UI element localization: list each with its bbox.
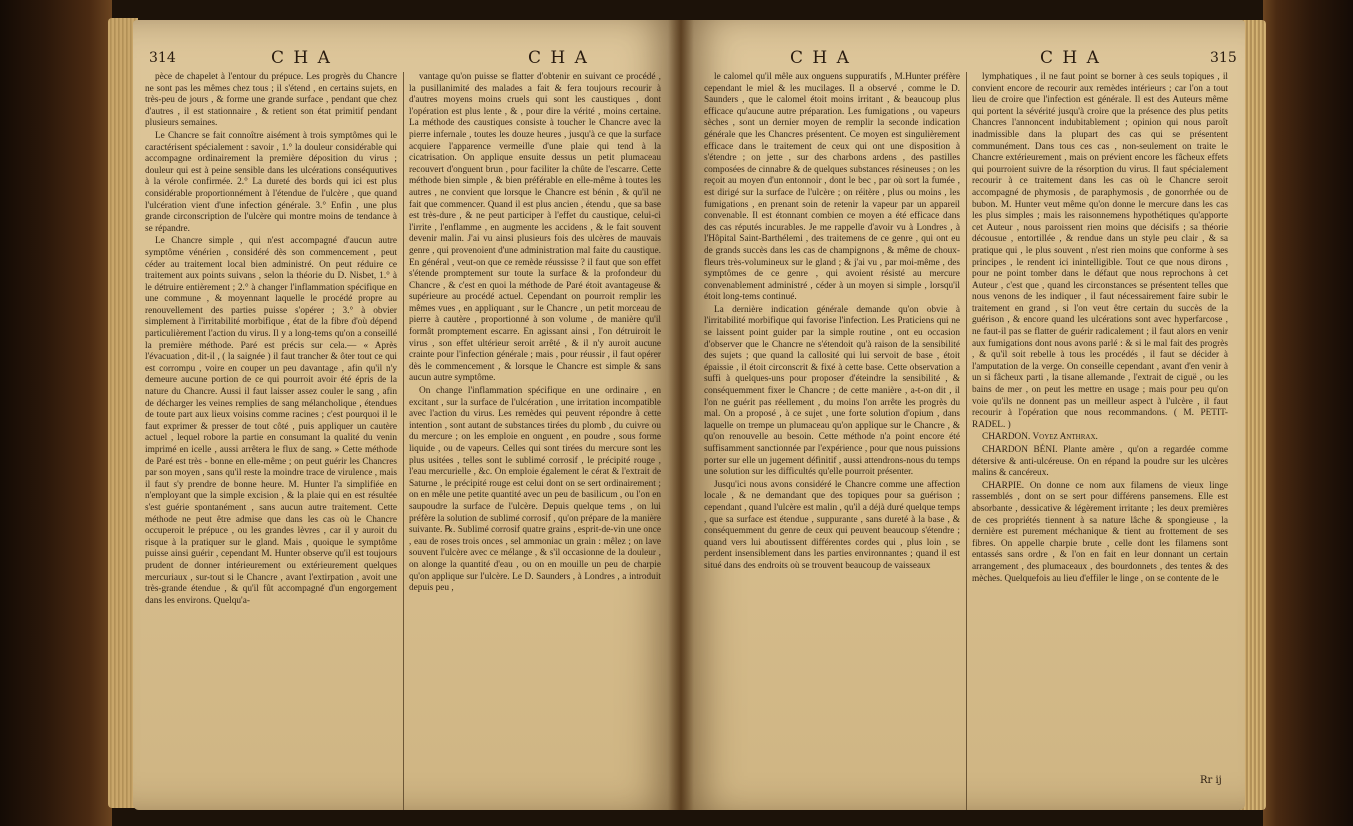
paragraph: lymphatiques , il ne faut point se borner à ces seuls topiques , il convient encore de recourir aux remèdes intérieurs ; car l'on a tout lieu de croire que l'infection est générale. Il est des Auteurs même qui portent la sévérité jusqu'à croire que la présence des plus petits Chancres l'annoncent indubitablement ; opinion qui nous paroît inadmissible dans la plupart des cas qui se présentent communément. Dans tous ces cas , non-seulement on traite le Chancre extérieurement , mais on prévient encore les fâcheux effets qui pourroient suivre de la résorption du virus. Il faut spécialement recourir à ce traitement dans les cas où le Chancre seroit accompagné de phymosis , de paraphymosis , de gonorrhée ou de bubon. M. Hunter veut même qu'on donne le mercure dans les cas les plus simples ; mais les raisonnemens hypothétiques qu'apporte cet Auteur , nous paroissent rien moins que décisifs ; sa théorie décousue , entortillée , & rendue dans un style peu clair , & sa pratique qui , le plus souvent , n'est rien moins que conforme à ses principes , le rendent ici inintelligible. Tout ce que nous dirons , pour ne point tomber dans le défaut que nous reprochons à cet Auteur , c'est que , quand les circonstances se présentent telles que nous venons de les indiquer , il faut nécessairement faire subir le traitement en grand , si l'on veut être certain du succès de la guérison , & encore quand les ulcérations sont avec hyperfarcose , ne faut-il pas se flatter de guérir radicalement ; il faut alors en venir aux fumigations dont nous avons parlé : & si le mal fait des progrès , & qu'il soit rebelle à tous les procédés , il faut se décider à l'amputation de la verge. On conseille cependant , avant d'en venir à un si fâcheux parti , la tisane allemande , l'extrait de ciguë , ou les bains de mer , on peut les mettre en usage ; mais pour peu qu'on voie qu'ils ne donnent pas un meilleur aspect à l'ulcère , il faut recourir à l'opération que nous recommandons. ( M. PETIT-RADEL. ) — [972, 72, 1228, 430]
right-page — [680, 20, 1245, 810]
text-column — [972, 72, 1228, 810]
book-cover-right — [1263, 0, 1353, 826]
running-header: C H A — [528, 48, 589, 68]
paragraph: On change l'inflammation spécifique en une ordinaire , en excitant , sur la surface de l'ulcération , une irritation incompatible avec l'action du virus. Les remèdes qui peuvent répondre à cette intention , sont autant de substances tirées du plomb , du cuivre ou du mercure ; on les emploie en onguent , en poudre , sous forme liquide , ou de vapeurs. Celles qui sont tirées du mercure sont les plus usitées , telles sont le sublimé corrosif , le précipité rouge , l'eau mercurielle , &c. On emploie également le cérat & l'extrait de Saturne , le précipité rouge est celui dont on se sert ordinairement ; on en mêle une petite quantité avec un peu de basilicum , ou l'on en saupoudre la surface de l'ulcère. Depuis quelque tems , on lui préfère la solution de sublimé corrosif , qu'on prépare de la manière suivante. ℞. Sublimé corrosif quatre grains , esprit-de-vin une once , eau de roses trois onces , sel ammoniac un grain : mêlez ; on lave souvent l'ulcère avec ce mélange , & s'il occasionne de la douleur , on alonge la quantité d'eau , ou on en mouille un peu de charpie qu'on applique sur l'ulcère. Le D. Saunders , à Londres , a introduit depuis peu , — [409, 386, 661, 594]
book-gutter — [668, 20, 694, 810]
paragraph: Le Chancre se fait connoître aisément à trois symptômes qui le caractérisent spécialement : savoir , 1.° la douleur considérable qui accompagne ordinairement la première déposition du virus ; douleur qui est à peine sensible dans les ulcérations conséquutives à la vérole confirmée. 2.° La dureté des bords qui ici est plus considérable proportionnément à l'étendue de l'ulcère , que quand l'ulcération vient d'une infection générale. 3.° Enfin , une plus grande circonscription de l'ulcère qui montre moins de tendance à se répandre. — [145, 130, 397, 234]
paragraph: le calomel qu'il mêle aux onguens suppuratifs , M.Hunter préfère cependant le miel & les mucilages. Il a observé , comme le D. Saunders , que le calomel étoit moins irritant , & beaucoup plus efficace qu'aucune autre préparation. Les fumigations , ou vapeurs sèches , sont un dernier moyen de remplir la seconde indication générale que les Chancres présentent. Ce moyen est singulièrement efficace dans le traitement de ceux qui ont une disposition à s'étendre ; on jette , sur des charbons ardens , des pastilles composées de cinnabre & de quelques substances résineuses ; on les reçoit au moyen d'un entonnoir , dont le bec , par où sort la fumée , est dirigé sur la surface de l'ulcère ; on réitère , plus ou moins , les fumigations , en prenant soin de retenir la vapeur par un appareil convenable. Il est étonnant combien ce moyen a été efficace dans des cas réputés incurables. Je me rappelle d'avoir vu à Londres , à l'Hôpital Saint-Barthélemi , des traitemens de ce genre , qui ont eu de grands succès dans les cas de champignons , & même de choux-fleurs très-volumineux sur le gland ; & j'ai vu , par moi-même , des symptômes de ce genre , qui avoient résisté au mercure convenablement administré , céder à un moyen si simple , lorsqu'il étoit long-tems continué. — [704, 72, 960, 303]
paragraph: vantage qu'on puisse se flatter d'obtenir en suivant ce procédé , la pusillanimité des malades a fait & fera toujours recourir à d'autres moyens moins cruels qui sont les caustiques , dont l'opération est plus lente , & , pour dire la vérité , moins certaine. La méthode des caustiques consiste à toucher le Chancre avec la pierre infernale , toutes les douze heures , jusqu'à ce que la surface acquiere l'apparence vermeille d'une plaie qui tend à la cicatrisation. On applique ensuite dessus un petit plumaceau recouvert d'onguent brun , pour faciliter la chûte de l'escarre. Cette méthode bien simple , & bien préférable en elle-même à toutes les autres , ne convient que lorsque le Chancre est bénin , & qu'il ne fait que commencer. Quand il est plus ancien , étendu , que sa base est très-dure , & ne peut participer à l'effet du caustique, celui-ci l'irrite , l'enflamme , en augmente les accidens , & le fait souvent devenir malin. J'ai vu ainsi plusieurs fois des ulcères de mauvais genre , qui provenoient d'une administration mal faite du caustique. En général , veut-on que ce remède réussisse ? il faut que son effet s'étende promptement sur toute la surface & la profondeur du Chancre , & c'est en quoi la méthode de Paré étoit avantageuse & supérieure au procédé actuel. Cependant on pourroit remplir les mêmes vues , en appliquant , sur le Chancre , un petit morceau de pierre à cautère , proportionné à son volume , de manière qu'il formât promptement escarre. En agissant ainsi , l'on détruiroit le virus , son effet ultérieur seroit arrêté , & il n'y auroit aucune crainte pour l'infection générale ; mais , pour réussir , il faut opérer dès le commencement , & lorsque le Chancre est simple & sans aucun autre symptôme. — [409, 72, 661, 384]
signature-mark: Rr ij — [1200, 775, 1222, 786]
entry-charpie: CHARPIE. On donne ce nom aux filamens de vieux linge rassemblés , dont on se sert pour différens pansemens. Elle est absorbante , dessicative & légèrement irritante ; les deux premières de ces propriétés tiennent à sa nature lâche & spongieuse , la dernière est purement méchanique & tient au frottement de ses fibres. On appelle charpie brute , celle dont les filamens sont entassés sans ordre , & l'on en fait en leur donnant un certain arrangement , des plumaceaux , des bourdonnets , des tentes & des mèches. Quelquefois au lieu d'effiler le linge , on se contente de le — [972, 480, 1228, 584]
entry-chardon: CHARDON. Voyez Anthrax. — [982, 432, 1098, 443]
text-column — [409, 72, 661, 810]
running-header: C H A — [790, 48, 851, 68]
text-column — [145, 72, 397, 810]
column-rule — [403, 72, 404, 810]
running-header: C H A — [271, 48, 332, 68]
paragraph: pèce de chapelet à l'entour du prépuce. Les progrès du Chancre ne sont pas les mêmes chez tous ; il s'étend , en certains sujets, en très-peu de jours , & forme une grande surface , pendant que chez d'autres , il est stationnaire , & retient son état primitif pendant plusieurs semaines. — [145, 72, 397, 129]
text-column — [704, 72, 960, 810]
paragraph: Le Chancre simple , qui n'est accompagné d'aucun autre symptôme vénérien , considéré dès son commencement , peut céder au traitement local bien administré. On peut réduire ce traitement aux points suivans , selon la théorie du D. Nisbet, 1.° à le détruire entièrement ; 2.° à changer l'inflammation spécifique en une commune , & moyennant laquelle le procédé propre au renouvellement des parties puisse s'opérer ; 3.° à obvier simplement à l'irritabilité morbifique , état de la fibre d'où dépend particulièrement l'action du virus. Il y a long-tems qu'on a conseillé la première méthode. Paré est précis sur cela.— « Après l'évacuation , dit-il , ( la saignée ) il faut trancher & ôter tout ce qui est corrompu , voire en couper un peu davantage , afin qu'il n'y demeure aucune portion de ce qui pourroit avoir été épris de la nature du Chancre. Aussi il faut laisser assez couler le sang , afin de décharger les veines remplies de sang mélancholique , étendues de toute part aux lieux voisins comme racines ; c'est pourquoi il le faut exprimer & presser de tout côté , puis appliquer un cautère actuel , lequel robore la partie en consumant la qualité du venin imprimé en icelle , aussi arrêtera le flux de sang. » Cette méthode de Paré est très - bonne en elle-même ; on peut guérir les Chancres par son moyen , sans qu'il reste la moindre trace de virulence , mais il faut s'y prendre de bonne heure. M. Hunter l'a simplifiée en n'employant que la simple excision , & la plaie qui en est résultée s'est guérie spontanément , sans aucun autre traitement. Cette méthode ne peut être admise que dans les cas où le Chancre occuperoit le prépuce , ou les grandes lèvres , car il y auroit du risque à la pratiquer sur le gland. Mais , quoique le symptôme puisse ainsi guérir , cependant M. Hunter observe qu'il est toujours prudent de donner intérieurement ou extérieurement quelques mercuriaux , sur-tout si le Chancre , avant l'extirpation , avoit une très-grande étendue , & qu'il fût accompagné d'un engorgement dans les environs. Quelqu'a- — [145, 236, 397, 606]
page-number: 314 — [149, 50, 176, 66]
left-page — [133, 20, 681, 810]
page-number: 315 — [1210, 50, 1237, 66]
paragraph: La dernière indication générale demande qu'on obvie à l'irritabilité morbifique qui favorise l'infection. Les Praticiens qui ne se laissent point guider par la simple routine , ont eu occasion d'observer que le Chancre ne s'étendoit qu'à raison de la sensibilité des sujets ; que quand la callosité qui lui servoit de base , étoit épaissie , il étoit circonscrit & fixé à cette base. Cette observation a suffi à quelques-uns pour proposer d'éteindre la sensibilité , & conséquemment fixer le Chancre ; de cette manière , a-t-on dit , il l'on ne guérit pas réellement , du moins l'on arrête les progrès du mal. On a proposé , à ce sujet , une forte solution d'opium , dans laquelle on trempe un plumaceau qu'on applique sur le Chancre , & qu'on renouvelle au besoin. Cette méthode n'a point encore été suffisamment sanctionnée par l'expérience , pour que nous puissions porter sur elle un jugement définitif , aussi attendrons-nous du temps une solution sur les difficultés qu'elle pourroit présenter. — [704, 304, 960, 478]
entry-chardon-beni: CHARDON BÉNI. Plante amère , qu'on a regardée comme détersive & anti-ulcéreuse. On en répand la poudre sur les ulcères malins & cancéreux. — [972, 445, 1228, 479]
book-cover-left — [0, 0, 112, 826]
column-rule — [966, 72, 967, 810]
paragraph: Jusqu'ici nous avons considéré le Chancre comme une affection locale , & ne demandant que des topiques pour sa guérison ; cependant , quand l'ulcère est malin , qu'il a déjà duré quelque temps , que sa surface est étendue , suppurante , sans dureté à la base , & conséquemment du genre de ceux qui peuvent beaucoup s'étendre ; quand vers lui aboutissent différentes cordes qui , plus loin , se perdent insensiblement dans les parties environnantes ; quand il est situé dans des endroits où se trouvent beaucoup de vaisseaux — [704, 479, 960, 571]
running-header: C H A — [1040, 48, 1101, 68]
